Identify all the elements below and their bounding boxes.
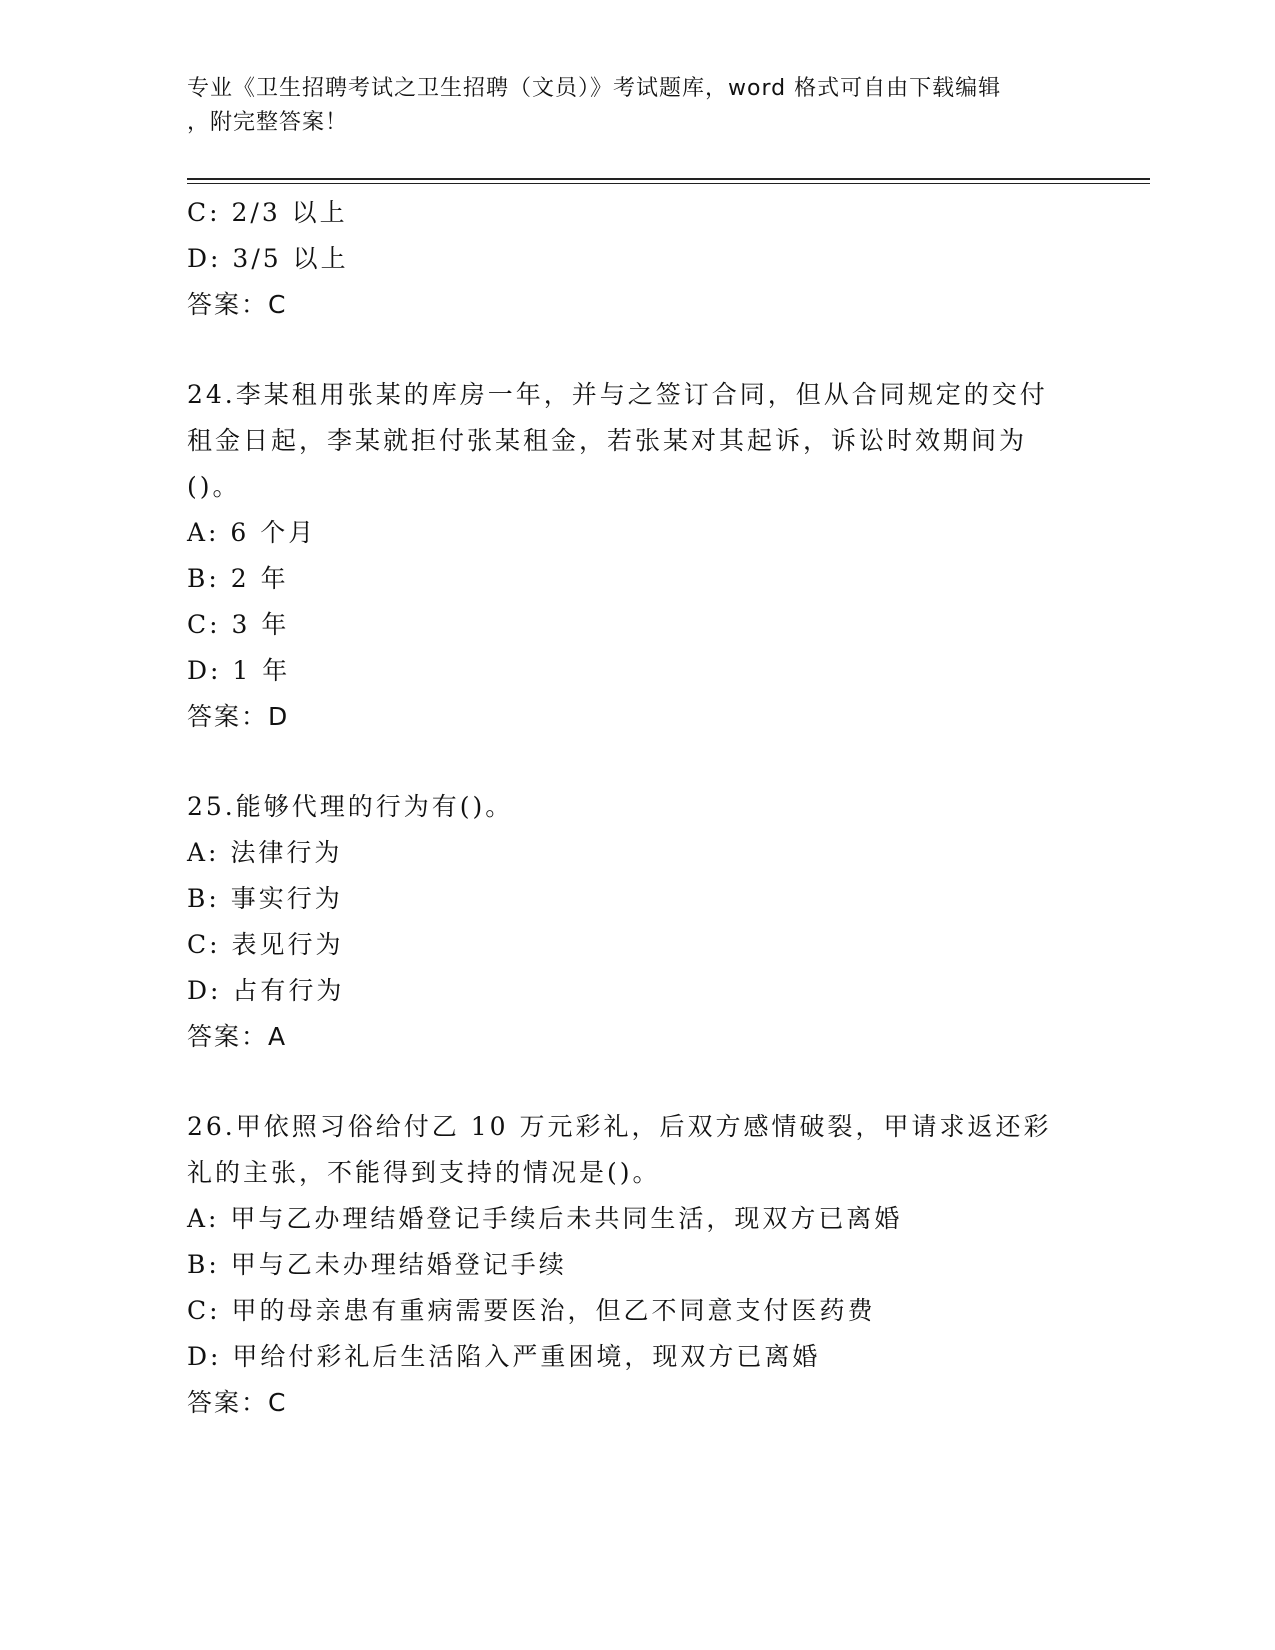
header-divider-thick: [187, 178, 1150, 180]
document-header: [187, 72, 1067, 140]
answer-line: 答案：D: [187, 702, 290, 731]
question-stem: [187, 784, 1077, 830]
option-d: D: 1 年: [187, 656, 291, 685]
option-a: A: 法律行为: [187, 838, 343, 867]
option-c: C: 3 年: [187, 610, 290, 639]
question-stem: [187, 1104, 1077, 1196]
answer-line: 答案：C: [187, 290, 288, 319]
option-b: B: 2 年: [187, 564, 289, 593]
option-d: D: 3/5 以上: [187, 244, 349, 273]
option-d: D: 甲给付彩礼后生活陷入严重困境，现双方已离婚: [187, 1342, 821, 1371]
option-a: A: 甲与乙办理结婚登记手续后未共同生活，现双方已离婚: [187, 1204, 903, 1233]
stem-line: 礼的主张，不能得到支持的情况是()。: [187, 1158, 661, 1187]
stem-line: 25.能够代理的行为有()。: [187, 792, 514, 821]
stem-line: ()。: [187, 472, 241, 501]
header-divider-thin: [187, 183, 1150, 184]
question-stem: [187, 372, 1077, 510]
option-a: A: 6 个月: [187, 518, 317, 547]
question-list: [187, 190, 1107, 1426]
stem-line: 26.甲依照习俗给付乙 10 万元彩礼，后双方感情破裂，甲请求返还彩: [187, 1112, 1052, 1141]
option-b: B: 甲与乙未办理结婚登记手续: [187, 1250, 567, 1279]
option-b: B: 事实行为: [187, 884, 343, 913]
stem-line: 24.李某租用张某的库房一年，并与之签订合同，但从合同规定的交付: [187, 380, 1048, 409]
header-line-1: 专业《卫生招聘考试之卫生招聘（文员）》考试题库，word 格式可自由下载编辑: [187, 76, 1002, 101]
answer-line: 答案：A: [187, 1022, 288, 1051]
question-26: [187, 1104, 1107, 1426]
option-c: C: 2/3 以上: [187, 198, 348, 227]
previous-question-tail: [187, 190, 1107, 328]
question-24: [187, 372, 1107, 740]
answer-line: 答案：C: [187, 1388, 288, 1417]
option-c: C: 甲的母亲患有重病需要医治，但乙不同意支付医药费: [187, 1296, 876, 1325]
question-25: [187, 784, 1107, 1060]
option-c: C: 表见行为: [187, 930, 344, 959]
stem-line: 租金日起，李某就拒付张某租金，若张某对其起诉，诉讼时效期间为: [187, 426, 1028, 455]
header-line-2: ，附完整答案！: [187, 110, 349, 135]
option-d: D: 占有行为: [187, 976, 345, 1005]
